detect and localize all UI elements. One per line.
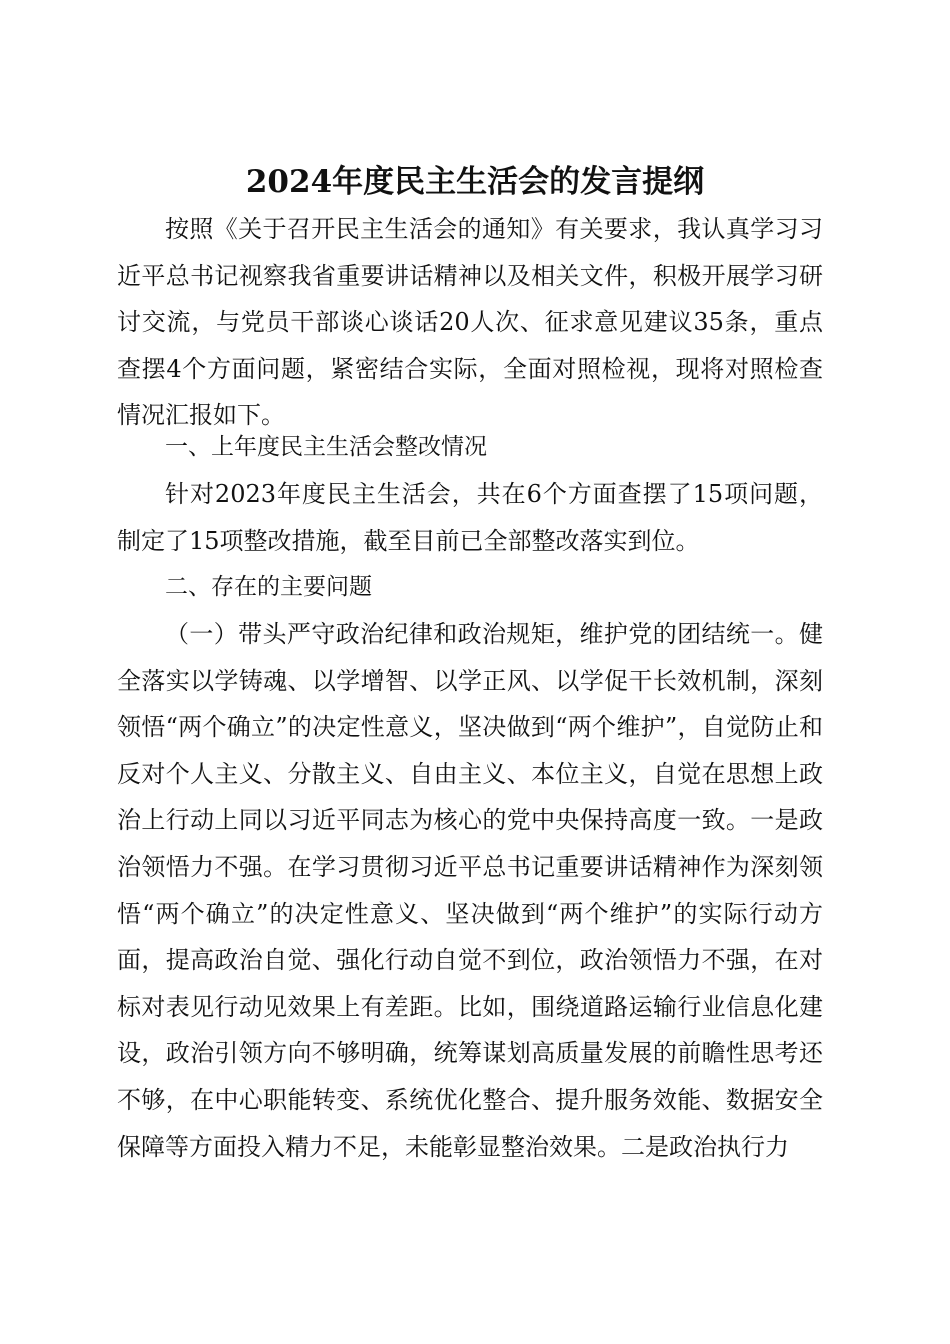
document-title: 2024年度民主生活会的发言提纲: [245, 163, 705, 200]
section-1-heading: 一、上年度民主生活会整改情况: [165, 434, 487, 460]
intro-paragraph: 按照《关于召开民主生活会的通知》有关要求，我认真学习习近平总书记视察我省重要讲话精神以及相关文件，积极开展学习研讨交流，与党员干部谈心谈话20人次、征求意见建议35条，重点查摆4个方面问题，紧密结合实际，全面对照检视，现将对照检查情况汇报如下。: [117, 215, 823, 430]
section-2-heading: 二、存在的主要问题: [165, 574, 372, 600]
section-1-paragraph: 针对2023年度民主生活会，共在6个方面查摆了15项问题，制定了15项整改措施，截至目前已全部整改落实到位。: [117, 480, 823, 555]
section-2-paragraph: （一）带头严守政治纪律和政治规矩，维护党的团结统一。健全落实以学铸魂、以学增智、以学正风、以学促干长效机制，深刻领悟“两个确立”的决定性意义，坚决做到“两个维护”，自觉防止和反对个人主义、分散主义、自由主义、本位主义，自觉在思想上政治上行动上同以习近平同志为核心的党中央保持高度一致。一是政治领悟力不强。在学习贯彻习近平总书记重要讲话精神作为深刻领悟“两个确立”的决定性意义、坚决做到“两个维护”的实际行动方面，提高政治自觉、强化行动自觉不到位，政治领悟力不强，在对标对表见行动见效果上有差距。比如，围绕道路运输行业信息化建设，政治引领方向不够明确，统筹谋划高质量发展的前瞻性思考还不够，在中心职能转变、系统优化整合、提升服务效能、数据安全保障等方面投入精力不足，未能彰显整治效果。二是政治执行力: [117, 620, 823, 1161]
